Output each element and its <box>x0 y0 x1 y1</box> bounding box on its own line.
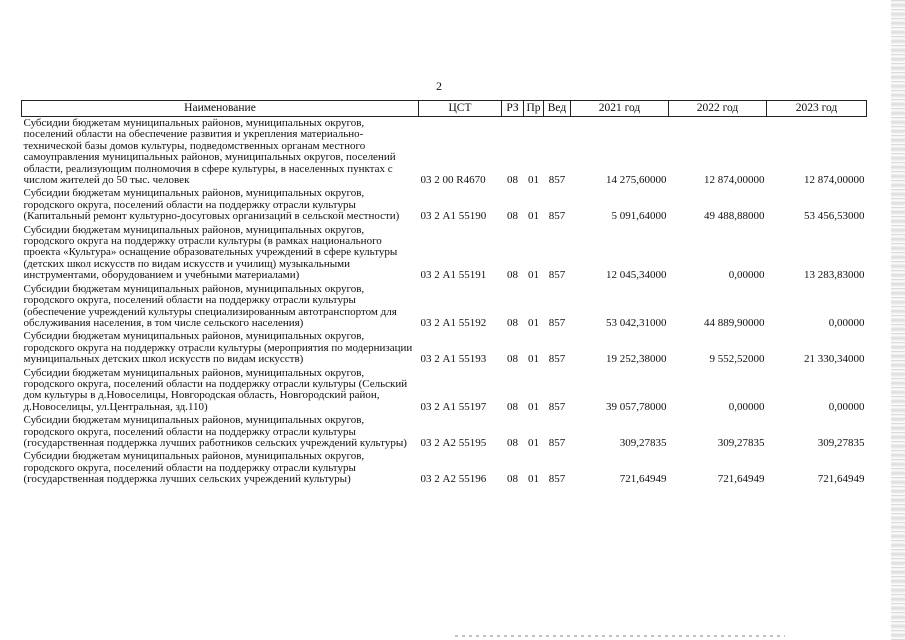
cell-cst: 03 2 00 R4670 <box>420 174 486 187</box>
cell-pr: 01 <box>528 473 539 486</box>
cell-2023: 53 456,53000 <box>804 210 865 223</box>
header-ved: Вед <box>544 101 571 117</box>
header-2023: 2023 год <box>767 101 867 117</box>
cell-ved: 857 <box>548 353 566 366</box>
cell-cst: 03 2 А1 55191 <box>420 269 487 282</box>
table-row <box>22 330 867 366</box>
cell-2022: 721,64949 <box>717 473 765 486</box>
cell-2021: 12 045,34000 <box>606 269 667 282</box>
cell-rz: 08 <box>507 316 518 329</box>
cell-cst: 03 2 А2 55195 <box>420 436 487 449</box>
cell-rz: 08 <box>507 473 518 486</box>
cell-2023: 721,64949 <box>817 473 865 486</box>
cell-ved: 857 <box>548 400 566 413</box>
header-cst: ЦСТ <box>419 101 502 117</box>
cell-2022: 12 874,00000 <box>704 174 765 187</box>
cell-name: Субсидии бюджетам муниципальных районов, муниципальных округов, городского округа, поселений области на поддержку отрасли культуры (обеспечение учреждений культуры специализированным автотранспортом для обслуживания населения, в том числе сельского населения) <box>23 282 397 329</box>
cell-name: Субсидии бюджетам муниципальных районов, муниципальных округов, городского округа на поддержку отрасли культуры (мероприятия по модернизации муниципальных детских школ искусств по видам искусств) <box>23 330 413 366</box>
cell-rz: 08 <box>507 269 518 282</box>
budget-table <box>21 100 867 487</box>
header-2022: 2022 год <box>669 101 767 117</box>
header-rz: РЗ <box>502 101 524 117</box>
cell-2021: 53 042,31000 <box>606 316 667 329</box>
cell-pr: 01 <box>528 436 539 449</box>
cell-rz: 08 <box>507 400 518 413</box>
table-row <box>22 187 867 223</box>
cell-2022: 309,27835 <box>717 436 765 449</box>
cell-2021: 39 057,78000 <box>606 400 667 413</box>
page-number: 2 <box>436 79 442 93</box>
cell-pr: 01 <box>528 174 539 187</box>
scan-edge-artifact <box>891 0 905 640</box>
header-2021: 2021 год <box>571 101 669 117</box>
table-row <box>22 414 867 450</box>
cell-rz: 08 <box>507 174 518 187</box>
cell-name: Субсидии бюджетам муниципальных районов, муниципальных округов, городского округа на поддержку отрасли культуры (в рамках национального проекта «Культура» оснащение образовательных учреждений в сфере культуры (детских школ искусств по видам искусств и училищ) музыкальными инструментами, оборудованием и учебными материалами) <box>23 223 398 282</box>
cell-ved: 857 <box>548 316 566 329</box>
cell-2021: 19 252,38000 <box>606 353 667 366</box>
cell-2023: 12 874,00000 <box>804 174 865 187</box>
cell-name: Субсидии бюджетам муниципальных районов, муниципальных округов, городского округа, поселений области на поддержку отрасли культуры (государственная поддержка лучших сельских учреждений культуры) <box>23 450 365 486</box>
cell-2022: 9 552,52000 <box>709 353 765 366</box>
scan-bottom-artifact <box>455 635 785 637</box>
cell-2023: 0,00000 <box>828 316 865 329</box>
cell-2022: 0,00000 <box>728 400 765 413</box>
cell-cst: 03 2 А1 55192 <box>420 316 487 329</box>
cell-cst: 03 2 А1 55193 <box>420 353 487 366</box>
cell-rz: 08 <box>507 210 518 223</box>
cell-name: Субсидии бюджетам муниципальных районов, муниципальных округов, городского округа, поселений области на поддержку отрасли культуры (Капитальный ремонт культурно-досуговых организаций в сельской местности) <box>23 187 400 223</box>
table-row <box>22 117 867 188</box>
cell-pr: 01 <box>528 353 539 366</box>
cell-ved: 857 <box>548 210 566 223</box>
cell-pr: 01 <box>528 269 539 282</box>
table-row <box>22 367 867 415</box>
cell-name: Субсидии бюджетам муниципальных районов, муниципальных округов, городского округа, поселений области на поддержку отрасли культуры (Сельский дом культуры в д.Новоселицы, Новгородская область, Новгородский район, д.Новоселицы, ул.Центральная, зд.110) <box>23 366 408 413</box>
table-row <box>22 450 867 486</box>
cell-cst: 03 2 А2 55196 <box>420 473 487 486</box>
cell-2021: 14 275,60000 <box>606 174 667 187</box>
table-header-row <box>22 101 867 117</box>
cell-cst: 03 2 А1 55190 <box>420 210 487 223</box>
header-name: Наименование <box>22 101 419 117</box>
cell-2023: 309,27835 <box>817 436 865 449</box>
cell-name: Субсидии бюджетам муниципальных районов, муниципальных округов, городского округа, поселений области на поддержку отрасли культуры (государственная поддержка лучших работников сельских учреждений культуры) <box>23 414 407 449</box>
cell-pr: 01 <box>528 400 539 413</box>
header-pr: Пр <box>524 101 544 117</box>
cell-2023: 0,00000 <box>828 400 865 413</box>
cell-2021: 309,27835 <box>619 436 667 449</box>
cell-2022: 0,00000 <box>728 269 765 282</box>
cell-cst: 03 2 А1 55197 <box>420 400 487 413</box>
cell-ved: 857 <box>548 174 566 187</box>
cell-pr: 01 <box>528 316 539 329</box>
cell-2023: 21 330,34000 <box>804 353 865 366</box>
cell-2022: 44 889,90000 <box>704 316 765 329</box>
cell-name: Субсидии бюджетам муниципальных районов, муниципальных округов, поселений области на обеспечение развития и укрепления материально-технической базы домов культуры, подведомственных органам местного самоуправления муниципальных районов, муниципальных округов, поселений области, реализующим полномочия в сфере культуры, в населенных пунктах с числом жителей до 50 тыс. человек <box>23 117 396 187</box>
cell-2021: 721,64949 <box>619 473 667 486</box>
cell-pr: 01 <box>528 210 539 223</box>
cell-2021: 5 091,64000 <box>611 210 667 223</box>
cell-ved: 857 <box>548 473 566 486</box>
cell-rz: 08 <box>507 353 518 366</box>
table-row <box>22 283 867 331</box>
cell-ved: 857 <box>548 436 566 449</box>
cell-2022: 49 488,88000 <box>704 210 765 223</box>
cell-ved: 857 <box>548 269 566 282</box>
cell-2023: 13 283,83000 <box>804 269 865 282</box>
table-row <box>22 224 867 283</box>
cell-rz: 08 <box>507 436 518 449</box>
